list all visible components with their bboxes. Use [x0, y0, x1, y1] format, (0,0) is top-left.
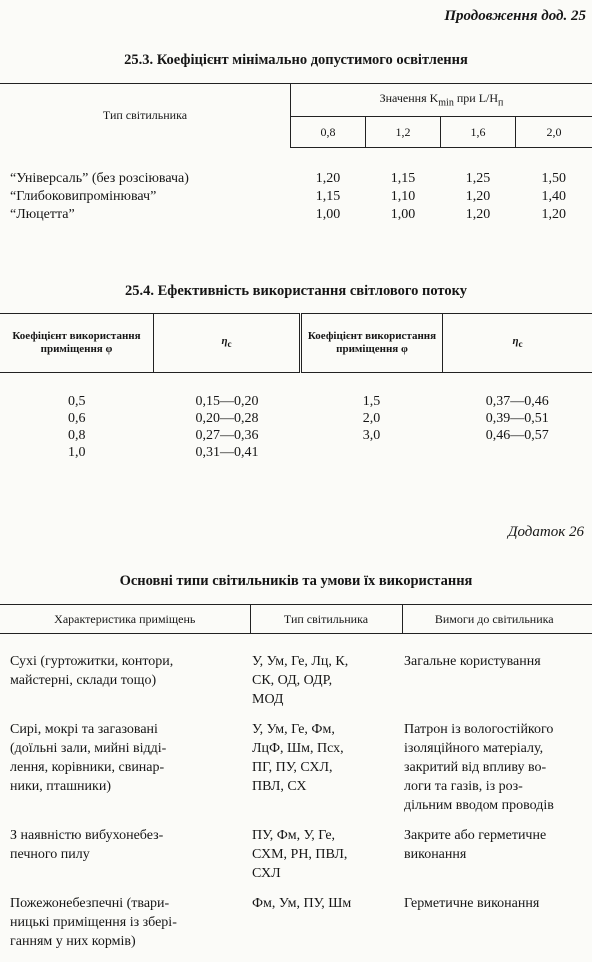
table1-ratio: 2,0 — [516, 117, 592, 148]
table3-col-req: Вимоги до світильника — [402, 605, 592, 634]
table3-col-type: Тип світильника — [250, 605, 402, 634]
table-row: “Люцетта” 1,00 1,00 1,20 1,20 — [0, 206, 592, 224]
table1 — [0, 83, 592, 224]
table-row: “Універсаль” (без розсіювача) 1,20 1,15 1,25 1,50 — [0, 170, 592, 188]
table2-col-eta2: $\eta_с$ — [443, 314, 592, 373]
table3-col-room: Характеристика приміщень — [0, 605, 250, 634]
table2-col-phi2: Коефіцієнт використання приміщення φ — [301, 314, 443, 373]
table-row: 0,6 0,20—0,28 2,0 0,39—0,51 — [0, 410, 592, 427]
table1-ratio: 0,8 — [291, 117, 366, 148]
table1-ratio: 1,6 — [441, 117, 516, 148]
table-row: Сирі, мокрі та загазовані (доїльні зали, мийні відді- лення, корівники, свинар- ники, пташники) У, Ум, Ге, Фм, ЛцФ, Шм, Псх, ПГ, ПУ, СХЛ, ПВЛ, СХ Патрон із вологостійкого ізоляційного матеріалу, закритий від впливу во- логи та газів, із роз- дільним вводом проводів — [0, 720, 592, 826]
table-row: “Глибоковипромінювач” 1,15 1,10 1,20 1,40 — [0, 188, 592, 206]
table2-col-phi1: Коефіцієнт використання приміщення φ — [0, 314, 154, 373]
table-row: Пожежонебезпечні (твари- ницькі приміщення із збері- ганням у них кормів) Фм, Ум, ПУ, Шм Герметичне виконання — [0, 894, 592, 962]
table-row: З наявністю вибухонебез- печного пилу ПУ, Фм, У, Ге, СХМ, РН, ПВЛ, СХЛ Закрите або герметичне виконання — [0, 826, 592, 894]
table2 — [0, 313, 592, 461]
table1-col-type: Тип світильника — [0, 84, 291, 148]
table3-title: Основні типи світильників та умови їх використання — [0, 573, 592, 590]
table-row: 0,8 0,27—0,36 3,0 0,46—0,57 — [0, 427, 592, 444]
table-row: 0,5 0,15—0,20 1,5 0,37—0,46 — [0, 393, 592, 410]
table1-ratio: 1,2 — [366, 117, 441, 148]
table2-title: 25.4. Ефективність використання світлового потоку — [0, 283, 592, 300]
table1-title: 25.3. Коефіцієнт мінімально допустимого освітлення — [0, 52, 592, 69]
running-header: Продовження дод. 25 — [444, 8, 586, 25]
table1-col-values: Значення $K_{min}$ при $L/H_п$ — [291, 84, 592, 117]
table2-col-eta1: $\eta_с$ — [154, 314, 301, 373]
table3 — [0, 604, 592, 962]
table-row: 1,0 0,31—0,41 — [0, 444, 592, 461]
annex-label: Додаток 26 — [508, 524, 584, 541]
table-row: Сухі (гуртожитки, контори, майстерні, склади тощо) У, Ум, Ге, Лц, К, СК, ОД, ОДР, МОД Загальне користування — [0, 652, 592, 720]
